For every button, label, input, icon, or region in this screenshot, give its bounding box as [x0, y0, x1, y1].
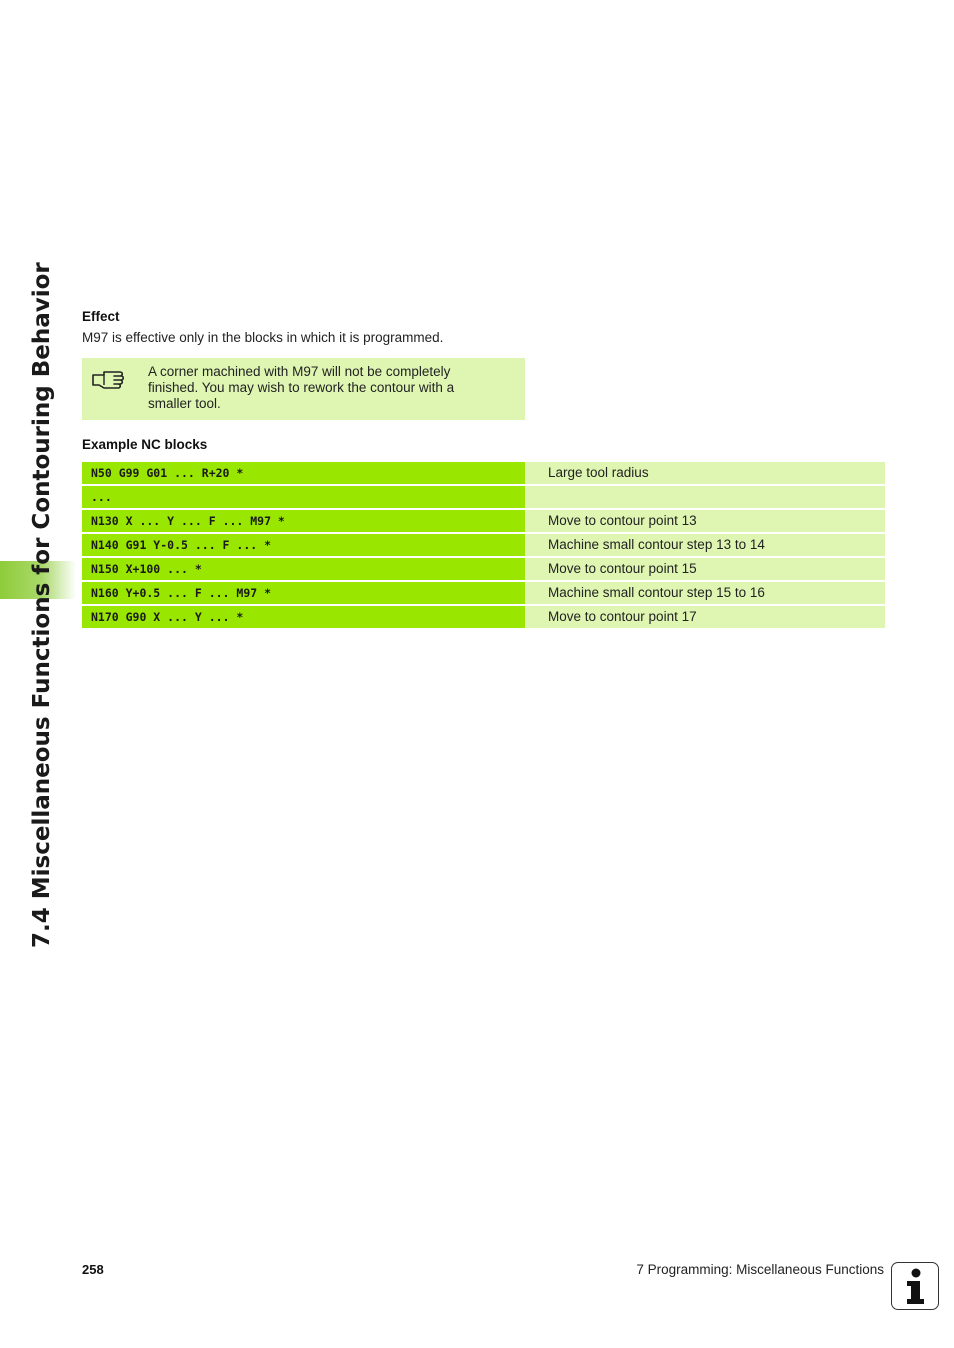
- table-row: [82, 462, 885, 484]
- table-row: [82, 486, 885, 508]
- effect-text: M97 is effective only in the blocks in which it is programmed.: [82, 330, 444, 345]
- nc-desc-cell: Move to contour point 13: [525, 510, 885, 532]
- nc-code-cell: N140 G91 Y-0.5 ... F ... *: [82, 534, 525, 556]
- note-line: A corner machined with M97 will not be completely: [148, 364, 451, 379]
- table-row: [82, 606, 885, 628]
- nc-desc-cell: [525, 486, 885, 508]
- footer-chapter-title: 7 Programming: Miscellaneous Functions: [636, 1262, 884, 1277]
- table-row: [82, 582, 885, 604]
- info-icon[interactable]: [891, 1262, 939, 1310]
- nc-desc-cell: Move to contour point 15: [525, 558, 885, 580]
- nc-desc-cell: Move to contour point 17: [525, 606, 885, 628]
- note-text: [148, 364, 508, 412]
- section-side-title: 7.4 Miscellaneous Functions for Contouring Behavior: [29, 262, 55, 948]
- nc-desc-cell: Machine small contour step 15 to 16: [525, 582, 885, 604]
- note-line: smaller tool.: [148, 396, 221, 411]
- nc-code-cell: N170 G90 X ... Y ... *: [82, 606, 525, 628]
- nc-code-cell: N150 X+100 ... *: [82, 558, 525, 580]
- note-line: finished. You may wish to rework the contour with a: [148, 380, 455, 395]
- nc-code-cell: N160 Y+0.5 ... F ... M97 *: [82, 582, 525, 604]
- effect-heading: Effect: [82, 309, 120, 324]
- nc-code-cell: N130 X ... Y ... F ... M97 *: [82, 510, 525, 532]
- page-number: 258: [82, 1262, 104, 1277]
- nc-code-cell: ...: [82, 486, 525, 508]
- table-row: [82, 510, 885, 532]
- nc-code-cell: N50 G99 G01 ... R+20 *: [82, 462, 525, 484]
- note-box: [82, 358, 525, 420]
- table-row: [82, 534, 885, 556]
- table-row: [82, 558, 885, 580]
- example-heading: Example NC blocks: [82, 437, 208, 452]
- nc-desc-cell: Large tool radius: [525, 462, 885, 484]
- pointing-hand-icon: [90, 366, 128, 392]
- nc-blocks-table: [82, 462, 885, 630]
- nc-desc-cell: Machine small contour step 13 to 14: [525, 534, 885, 556]
